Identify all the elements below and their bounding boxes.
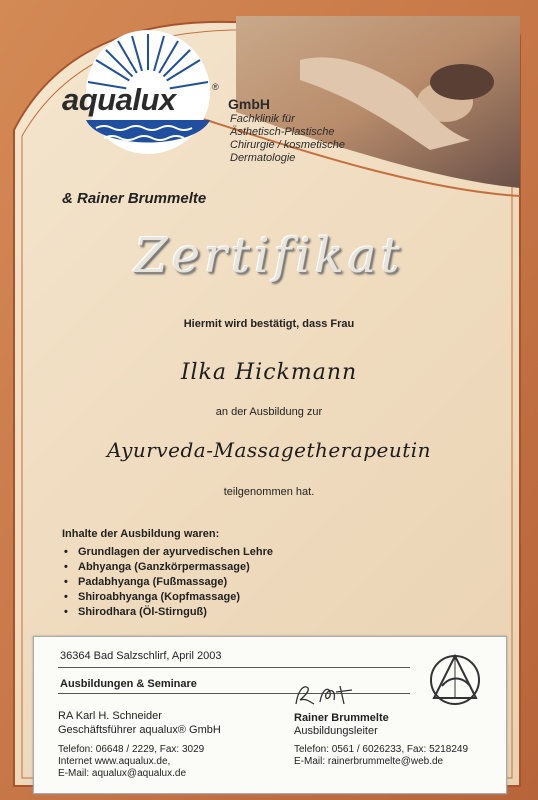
left-phone: Telefon: 06648 / 2229, Fax: 3029	[58, 744, 205, 755]
contents-heading: Inhalte der Ausbildung waren:	[62, 528, 220, 540]
recipient-name: Ilka Hickmann	[180, 360, 358, 385]
brand-desc-line: Fachklinik für	[230, 113, 295, 125]
profession-title: Ayurveda-Massagetherapeutin	[106, 438, 432, 462]
brand-description	[230, 113, 380, 165]
brand-desc-line: Chirurgie / kosmetische	[230, 139, 345, 151]
training-text: an der Ausbildung zur	[215, 406, 323, 418]
certificate-title: Zertifikat	[134, 228, 404, 284]
right-signer-name: Rainer Brummelte	[294, 712, 389, 724]
list-item: • Shirodhara (Öl-Stirnguß)	[62, 605, 273, 620]
left-signer-title: Geschäftsführer aqualux® GmbH	[58, 724, 221, 736]
right-signer-title: Ausbildungsleiter	[294, 725, 378, 737]
participated-text: teilgenommen hat.	[223, 486, 315, 498]
list-item: • Grundlagen der ayurvedischen Lehre	[62, 545, 273, 560]
signature-icon	[290, 680, 370, 710]
intro-text: Hiermit wird bestätigt, dass Frau	[183, 318, 355, 330]
brand-registered-mark: ®	[212, 82, 219, 92]
right-phone: Telefon: 0561 / 6026233, Fax: 5218249	[294, 744, 469, 755]
brand-gmbh: GmbH	[228, 96, 270, 112]
left-signer-name: RA Karl H. Schneider	[58, 710, 162, 722]
contents-list	[62, 545, 273, 620]
seminars-label: Ausbildungen & Seminare	[60, 678, 197, 690]
list-item: • Padabhyanga (Fußmassage)	[62, 575, 273, 590]
left-email: E-Mail: aqualux@aqualux.de	[58, 768, 187, 779]
partner-name: & Rainer Brummelte	[62, 190, 207, 207]
right-email: E-Mail: rainerbrummelte@web.de	[294, 756, 444, 767]
seminar-logo-icon	[426, 652, 484, 708]
divider	[58, 667, 410, 668]
brand-name: aqualux	[62, 82, 176, 117]
list-item: • Shiroabhyanga (Kopfmassage)	[62, 590, 273, 605]
brand-desc-line: Dermatologie	[230, 152, 296, 164]
brand-desc-line: Ästhetisch-Plastische	[230, 126, 335, 138]
place-date: 36364 Bad Salzschlirf, April 2003	[60, 650, 222, 662]
list-item: • Abhyanga (Ganzkörpermassage)	[62, 560, 273, 575]
left-website: Internet www.aqualux.de,	[58, 756, 171, 767]
